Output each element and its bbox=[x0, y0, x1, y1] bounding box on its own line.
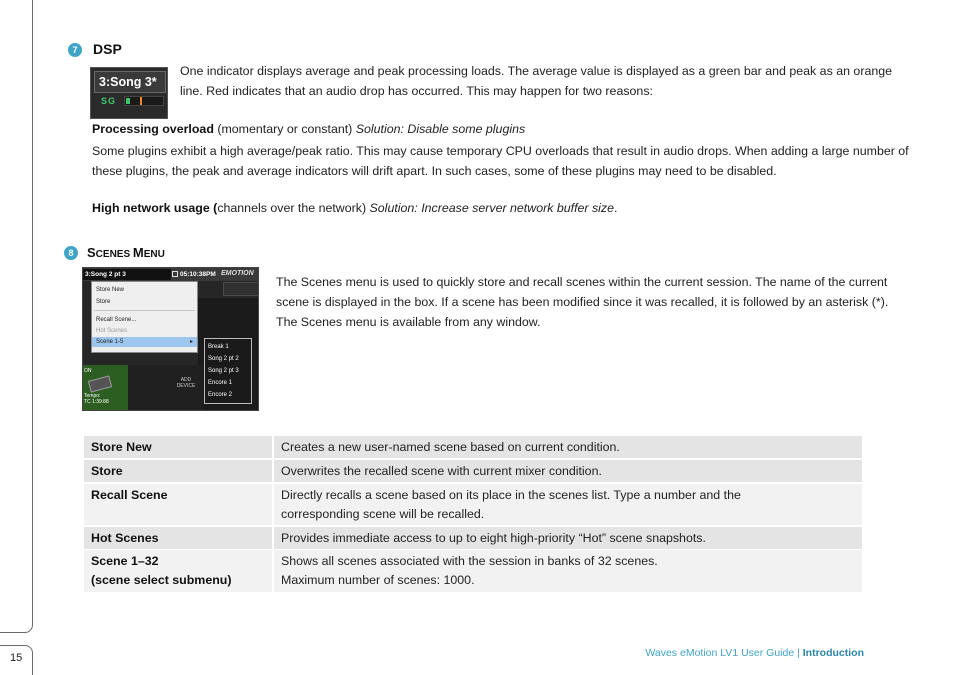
reason-title: High network usage ( bbox=[92, 201, 218, 215]
reason-network-usage bbox=[92, 199, 912, 219]
dsp-description: One indicator displays average and peak processing loads. The average value is displayed as a green bar and peak as an orange line. Red indicates that an audio drop has occurred. This may happen for two reasons: bbox=[180, 64, 893, 98]
table-value bbox=[274, 550, 862, 592]
menu-item-store-new[interactable]: Store New bbox=[96, 287, 125, 293]
menu-item-scene-bank[interactable]: Scene 1-5 bbox=[96, 339, 124, 345]
menu-item-store[interactable]: Store bbox=[96, 299, 111, 305]
sg-label: SG bbox=[101, 96, 117, 106]
menu-item-hot-scenes[interactable]: Hot Scenes bbox=[96, 328, 128, 334]
top-right-panel bbox=[223, 282, 259, 296]
submenu-scene-item[interactable]: Encore 1 bbox=[208, 380, 233, 386]
heading-small-caps: ENU bbox=[143, 249, 165, 260]
submenu-scene-item[interactable]: Song 2 pt 3 bbox=[208, 368, 239, 374]
table-value: Overwrites the recalled scene with current mixer condition. bbox=[274, 460, 862, 482]
reason-qualifier: (momentary or constant) bbox=[213, 122, 356, 136]
dsp-peak-line bbox=[140, 97, 142, 105]
dsp-meter-screenshot bbox=[90, 67, 168, 119]
table-key: Hot Scenes bbox=[84, 527, 272, 549]
page-number: 15 bbox=[10, 652, 23, 664]
scene-name-box: 3:Song 2 pt 3 bbox=[83, 269, 171, 280]
table-row bbox=[84, 527, 862, 549]
heading-cap: S bbox=[87, 245, 96, 260]
submenu-scene-item[interactable]: Break 1 bbox=[208, 344, 229, 350]
menu-item-recall-scene[interactable]: Recall Scene... bbox=[96, 317, 137, 323]
section-number-badge: 7 bbox=[68, 43, 82, 57]
footer-separator: | bbox=[794, 647, 803, 659]
reason-processing-overload bbox=[92, 120, 912, 140]
table-value: Creates a new user-named scene based on current condition. bbox=[274, 436, 862, 458]
footer-section-link[interactable]: Introduction bbox=[802, 647, 864, 659]
table-value-line: Maximum number of scenes: 1000. bbox=[281, 573, 475, 587]
on-label: ON bbox=[84, 368, 92, 374]
reason-processing-detail: Some plugins exhibit a high average/peak ratio. This may cause temporary CPU overloads that result in audio drops. When adding a large number of these plugins, the peak and average indicators will drift apart. In such cases, some of these plugins may need to be disabled. bbox=[92, 144, 909, 178]
submenu-arrow-icon: ▸ bbox=[190, 339, 194, 345]
clock-icon bbox=[172, 271, 178, 277]
table-value: Provides immediate access to up to eight high-priority “Hot” scene snapshots. bbox=[274, 527, 862, 549]
page-margin-border bbox=[0, 0, 33, 633]
scenes-menu-heading bbox=[87, 245, 165, 260]
scenes-description: The Scenes menu is used to quickly store and recall scenes within the current session. The name of the current scene is displayed in the box. If a scene has been modified since it was recalled, it is followed by an asterisk (*). The Scenes menu is available from any window. bbox=[276, 275, 889, 329]
reason-end: . bbox=[614, 201, 618, 215]
reason-qualifier: channels over the network) bbox=[217, 201, 370, 215]
table-row bbox=[84, 484, 862, 525]
table-key bbox=[84, 550, 272, 592]
scenes-menu-screenshot bbox=[82, 267, 259, 411]
reason-title: Processing overload bbox=[92, 122, 214, 136]
scenes-dropdown-menu bbox=[91, 281, 198, 353]
menu-divider bbox=[94, 310, 195, 311]
dsp-load-meter bbox=[124, 96, 164, 106]
submenu-scene-item[interactable]: Song 2 pt 2 bbox=[208, 356, 239, 362]
heading-small-caps: CENES bbox=[95, 249, 133, 260]
table-key: Recall Scene bbox=[84, 484, 272, 525]
table-key: Store bbox=[84, 460, 272, 482]
table-key-line: Scene 1–32 bbox=[91, 554, 159, 568]
table-value: Directly recalls a scene based on its place in the scenes list. Type a number and the corresponding scene will be recalled. bbox=[274, 484, 862, 525]
heading-cap: M bbox=[132, 245, 144, 260]
emotion-logo: EMOTION bbox=[221, 270, 254, 277]
scene-name-box bbox=[94, 71, 166, 93]
scene-name: 3:Song 3* bbox=[99, 75, 157, 89]
reason-solution: Solution: Increase server network buffer size bbox=[369, 201, 615, 215]
scene-submenu bbox=[204, 338, 252, 404]
table-key: Store New bbox=[84, 436, 272, 458]
section-number-badge: 8 bbox=[64, 246, 78, 260]
table-row bbox=[84, 460, 862, 482]
table-row bbox=[84, 550, 862, 592]
add-device-label: ADD DEVICE bbox=[176, 377, 196, 389]
reason-solution: Solution: Disable some plugins bbox=[355, 122, 526, 136]
dsp-average-bar bbox=[126, 98, 130, 104]
submenu-scene-item[interactable]: Encore 2 bbox=[208, 392, 233, 398]
clock-readout: 05:10:38PM bbox=[180, 271, 216, 278]
dsp-heading: DSP bbox=[93, 41, 122, 57]
page-footer bbox=[645, 647, 864, 659]
table-value-line: Shows all scenes associated with the session in banks of 32 scenes. bbox=[281, 554, 658, 568]
right-edge-panel bbox=[258, 296, 259, 411]
footer-guide-title: Waves eMotion LV1 User Guide bbox=[645, 647, 795, 659]
table-row bbox=[84, 436, 862, 458]
timecode-label: TC 1:39:88 bbox=[84, 399, 109, 405]
table-key-line: (scene select submenu) bbox=[91, 573, 232, 587]
tempo-label: Tempo: bbox=[84, 393, 101, 399]
